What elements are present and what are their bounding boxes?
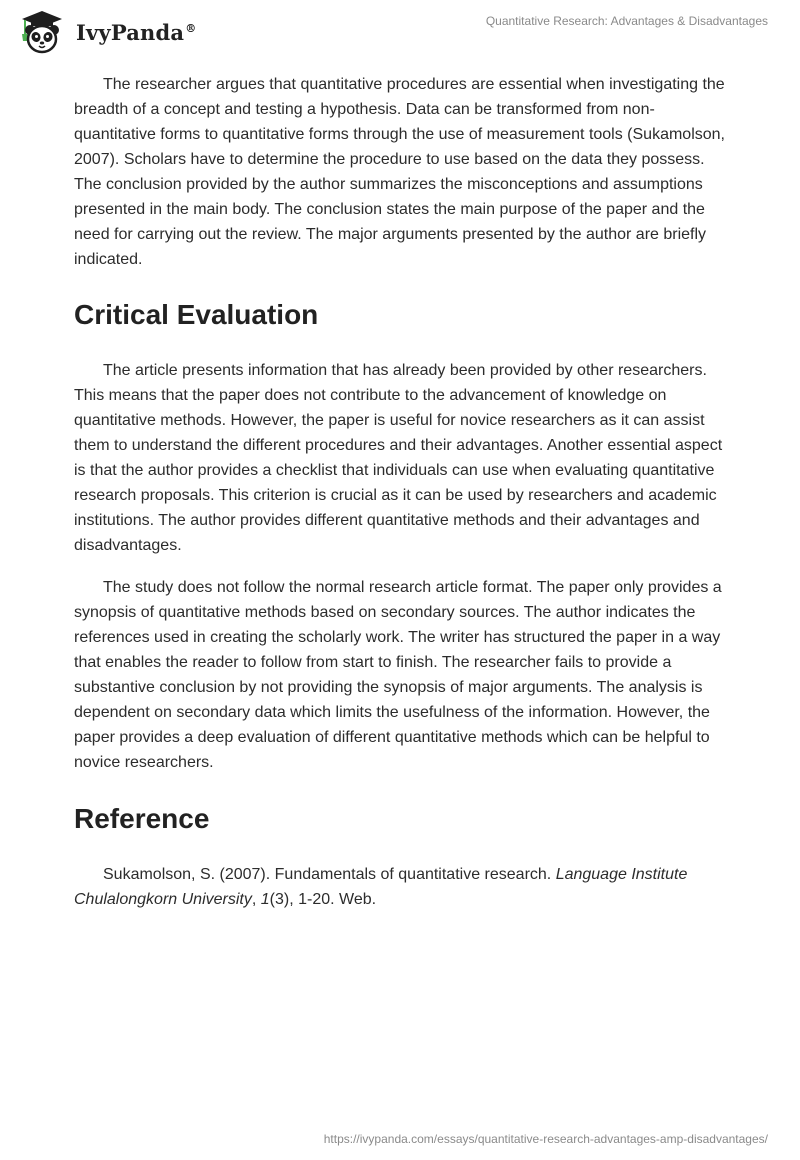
reference-volume: 1 <box>260 891 270 908</box>
critical-evaluation-paragraph-2: The study does not follow the normal research article format. The paper only provides a synopsis of quantitative methods based on secondary sources. The author indicates the references used in creating the scholarly work. The writer has structured the paper in a way that enables the reader to follow from start to finish. The researcher fails to provide a substantive conclusion by not providing the synopsis of major arguments. The analysis is dependent on secondary data which limits the usefulness of the information. However, the paper provides a deep evaluation of different quantitative methods which can be helpful to novice researchers. <box>74 579 722 771</box>
panda-graduate-icon <box>14 8 70 56</box>
source-url[interactable]: https://ivypanda.com/essays/quantitative-research-advantages-amp-disadvantages/ <box>323 1132 768 1146</box>
ivypanda-logo[interactable] <box>14 8 196 56</box>
brand-name: IvyPanda® <box>76 19 197 45</box>
critical-evaluation-paragraph-1: The article presents information that has already been provided by other researchers. This means that the paper does not contribute to the advancement of knowledge on quantitative methods. However, the paper is useful for novice researchers as it can assist them to understand the different procedures and their advantages. Another essential aspect is that the author provides a checklist that individuals can use when evaluating quantitative research proposals. This criterion is crucial as it can be used by researchers and academic institutions. The author provides different quantitative methods and their advantages and disadvantages. <box>74 362 723 554</box>
critical-evaluation-heading: Critical Evaluation <box>74 299 319 330</box>
reference-entry: Sukamolson, S. (2007). Fundamentals of quantitative research. Language Institute Chulalongkorn University, 1(3), 1-20. Web. <box>74 866 688 908</box>
document-title: Quantitative Research: Advantages & Disadvantages <box>485 14 768 28</box>
article-body <box>74 72 726 929</box>
intro-paragraph: The researcher argues that quantitative procedures are essential when investigating the breadth of a concept and testing a hypothesis. Data can be transformed from non-quantitative forms to quantitative forms through the use of measurement tools (Sukamolson, 2007). Scholars have to determine the procedure to use based on the data they possess. The conclusion provided by the author summarizes the misconceptions and assumptions presented in the main body. The conclusion states the main purpose of the paper and the need for carrying out the review. The major arguments presented by the author are briefly indicated. <box>74 76 725 268</box>
reference-heading: Reference <box>74 803 210 834</box>
page-header <box>0 0 800 60</box>
reference-journal: Language Institute Chulalongkorn University <box>74 866 688 908</box>
